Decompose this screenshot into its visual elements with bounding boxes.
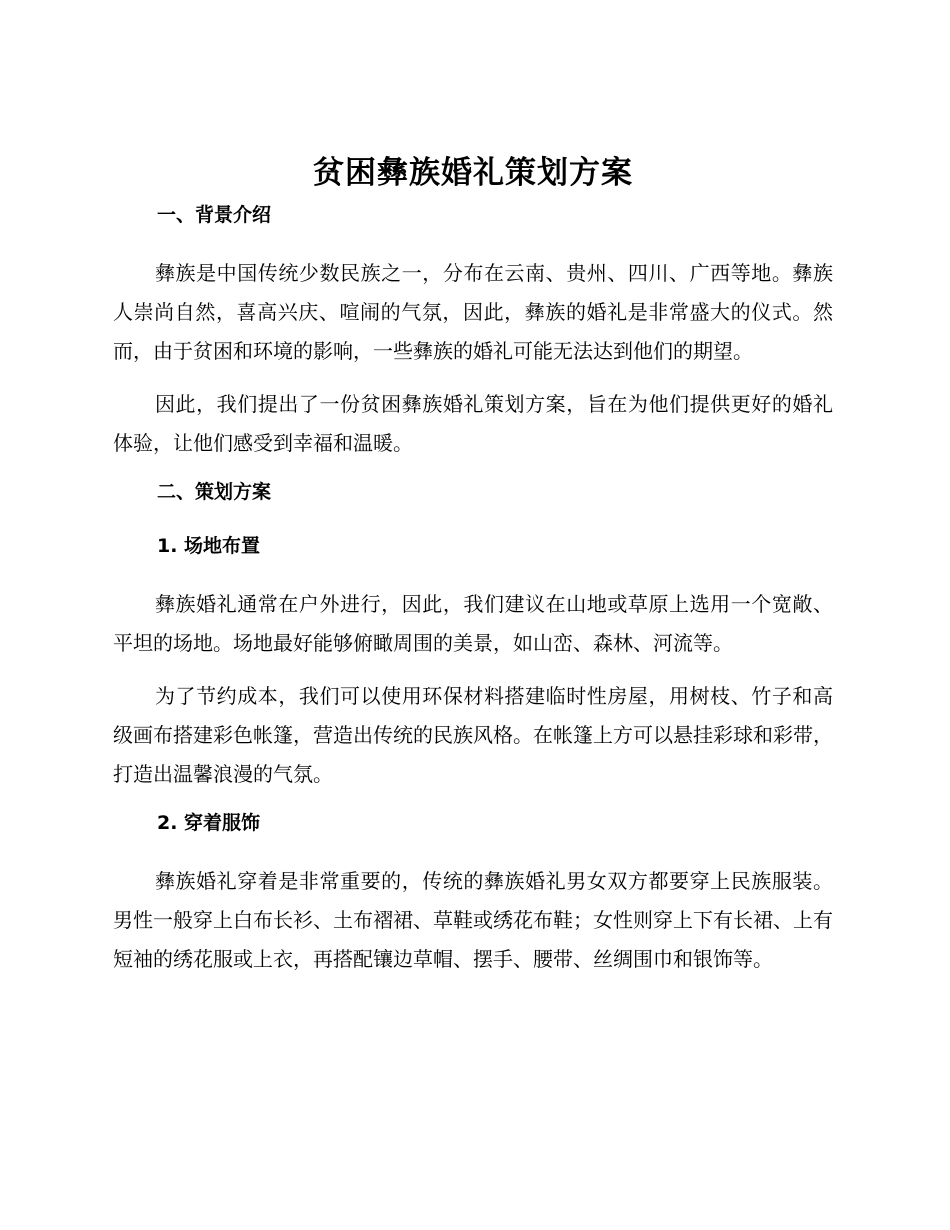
paragraph: 因此，我们提出了一份贫困彝族婚礼策划方案，旨在为他们提供更好的婚礼体验，让他们感受到幸福和温暖。: [113, 392, 833, 455]
paragraph: 为了节约成本，我们可以使用环保材料搭建临时性房屋，用树枝、竹子和高级画布搭建彩色帐篷，营造出传统的民族风格。在帐篷上方可以悬挂彩球和彩带，打造出温馨浪漫的气氛。: [113, 684, 833, 786]
paragraph: 彝族婚礼通常在户外进行，因此，我们建议在山地或草原上选用一个宽敞、平坦的场地。场地最好能够俯瞰周围的美景，如山峦、森林、河流等。: [113, 592, 833, 655]
section-heading-plan: 二、策划方案: [157, 481, 272, 503]
section-heading-background: 一、背景介绍: [157, 204, 272, 226]
document-title: 贫困彝族婚礼策划方案: [313, 155, 633, 191]
paragraph: 彝族婚礼穿着是非常重要的，传统的彝族婚礼男女双方都要穿上民族服装。男性一般穿上白布长衫、土布褶裙、草鞋或绣花布鞋；女性则穿上下有长裙、上有短袖的绣花服或上衣，再搭配镶边草帽、摆手、腰带、丝绸围巾和银饰等。: [113, 869, 833, 971]
subsection-heading-venue: 1. 场地布置: [157, 535, 261, 557]
document-body: [113, 150, 833, 993]
paragraph: 彝族是中国传统少数民族之一，分布在云南、贵州、四川、广西等地。彝族人崇尚自然，喜高兴庆、喧闹的气氛，因此，彝族的婚礼是非常盛大的仪式。然而，由于贫困和环境的影响，一些彝族的婚礼可能无法达到他们的期望。: [113, 261, 833, 363]
subsection-heading-attire: 2. 穿着服饰: [157, 812, 261, 834]
